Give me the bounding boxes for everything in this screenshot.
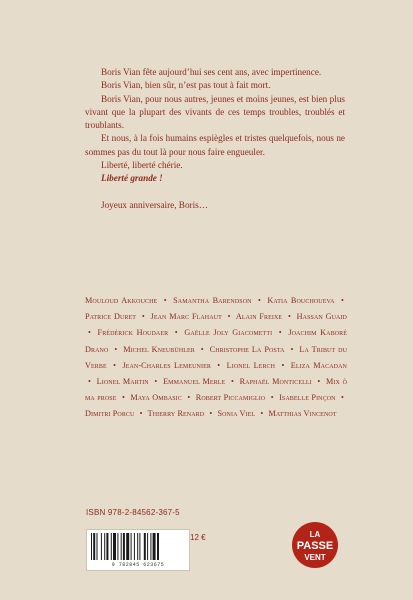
author-name: Lionel Martin <box>96 377 149 387</box>
bullet-separator: • <box>270 393 274 403</box>
author-name: Raphaël Monticelli <box>239 377 312 387</box>
author-name: Lionel Lerch <box>226 360 276 370</box>
bullet-separator: • <box>200 344 204 354</box>
barcode-bar <box>111 533 112 560</box>
barcode-bar <box>137 533 138 560</box>
bullet-separator: • <box>141 312 145 322</box>
author-name: Emmanuel Merle <box>163 377 226 387</box>
bullet-separator: • <box>114 344 118 354</box>
author-name: Frédérick Houdaer <box>97 328 169 338</box>
author-name: Dimitri Porcu <box>85 409 135 419</box>
bullet-separator: • <box>278 328 282 338</box>
barcode-bar <box>91 533 92 560</box>
bullet-separator: • <box>217 360 221 370</box>
la-passe-du-vent-logo <box>291 521 339 569</box>
intro-line: Boris Vian, bien sûr, n’est pas tout à fait mort. <box>101 80 271 91</box>
barcode-bar <box>147 533 148 560</box>
barcode-bar <box>134 533 135 560</box>
barcode-bar <box>144 533 146 560</box>
barcode-bar <box>106 533 108 560</box>
barcode-bar <box>121 533 122 560</box>
intro-line: Boris Vian, pour nous autres, jeunes et moins jeunes, est bien plus vivant que la plupart des vivants de ces temps troubles, troublés et troublants. <box>85 93 345 131</box>
author-name: La Tribut du Verbe <box>85 344 348 370</box>
author-name: Alain Freixe <box>235 312 283 322</box>
logo-text-la: LA <box>309 530 321 539</box>
barcode-bar <box>153 533 156 560</box>
birthday-line: Joyeux anniversaire, Boris… <box>101 199 208 210</box>
barcode-bar <box>123 533 125 560</box>
bullet-separator: • <box>227 312 231 322</box>
author-name: Maya Ombasic <box>130 393 182 403</box>
author-name: Jean-Charles Lemeunier <box>122 360 211 370</box>
bullet-separator: • <box>121 393 125 403</box>
intro-line: Liberté, liberté chérie. <box>101 160 183 171</box>
author-name: Katia Bouchoueva <box>267 296 335 305</box>
bullet-separator: • <box>281 360 285 370</box>
author-name: Matthias Vincenot <box>268 409 337 419</box>
bullet-separator: • <box>88 328 91 338</box>
barcode-bar <box>113 533 116 560</box>
bullet-separator: • <box>287 312 291 322</box>
bullet-separator: • <box>174 328 178 338</box>
bullet-separator: • <box>113 360 117 370</box>
author-name: Eliza Macadan <box>290 360 347 370</box>
barcode-bar <box>150 533 151 560</box>
barcode-digits: 9 782845 623675 <box>111 562 165 568</box>
intro-line-emphasis: Liberté grande ! <box>101 173 163 184</box>
logo-text-vent: VENT <box>304 553 326 562</box>
barcode-bar <box>101 533 102 560</box>
intro-line: Boris Vian fête aujourd’hui ses cent ans, avec impertinence. <box>101 67 322 77</box>
author-name: Gaëlle Joly Giacometti <box>184 328 273 338</box>
barcode-bar <box>126 533 129 560</box>
author-name: Robert Piccamiglio <box>195 393 266 403</box>
barcode-bar <box>93 533 95 560</box>
author-name: Jean Marc Flahaut <box>150 312 222 322</box>
barcode-bar <box>157 533 159 560</box>
barcode <box>86 529 190 571</box>
bullet-separator: • <box>139 409 143 419</box>
bullet-separator: • <box>163 296 167 305</box>
bullet-separator: • <box>260 409 264 419</box>
barcode-bar <box>131 533 132 560</box>
bullet-separator: • <box>258 296 261 305</box>
bullet-separator: • <box>290 344 294 354</box>
author-name: Mouloud Akkouche <box>85 296 158 305</box>
bullet-separator: • <box>88 377 91 387</box>
author-name: Thierry Renard <box>147 409 205 419</box>
logo-text-passe: PASSE <box>296 540 334 552</box>
bullet-separator: • <box>209 409 213 419</box>
price: 12 € <box>190 533 206 542</box>
isbn: ISBN 978-2-84562-367-5 <box>86 508 180 517</box>
bullet-separator: • <box>317 377 321 387</box>
author-list <box>85 293 347 423</box>
author-name: Isabelle Pinçon <box>279 393 336 403</box>
barcode-bar <box>97 533 98 560</box>
barcode-bar <box>139 533 140 560</box>
author-name: Mix ô ma prose <box>85 377 348 403</box>
author-name: Samantha Barendson <box>173 296 252 305</box>
barcode-bar <box>104 533 105 560</box>
author-name: Patrice Duret <box>85 312 137 322</box>
author-name: Joachim Kaboré Drano <box>85 328 347 354</box>
bullet-separator: • <box>341 393 344 403</box>
intro-line: Et nous, à la fois humains espiègles et tristes quelquefois, nous ne sommes pas du tout là pour nous faire engueuler. <box>85 133 345 157</box>
author-name: Michel Kneubühler <box>123 344 195 354</box>
intro-text <box>85 66 345 212</box>
author-name: Christophe La Posta <box>209 344 285 354</box>
author-name: Sonia Viel <box>217 409 256 419</box>
bullet-separator: • <box>230 377 234 387</box>
author-name: Hassan Guaid <box>296 312 347 322</box>
bullet-separator: • <box>154 377 158 387</box>
barcode-bar <box>117 533 118 560</box>
bullet-separator: • <box>341 296 344 305</box>
bullet-separator: • <box>187 393 191 403</box>
barcode-bars <box>91 533 185 560</box>
